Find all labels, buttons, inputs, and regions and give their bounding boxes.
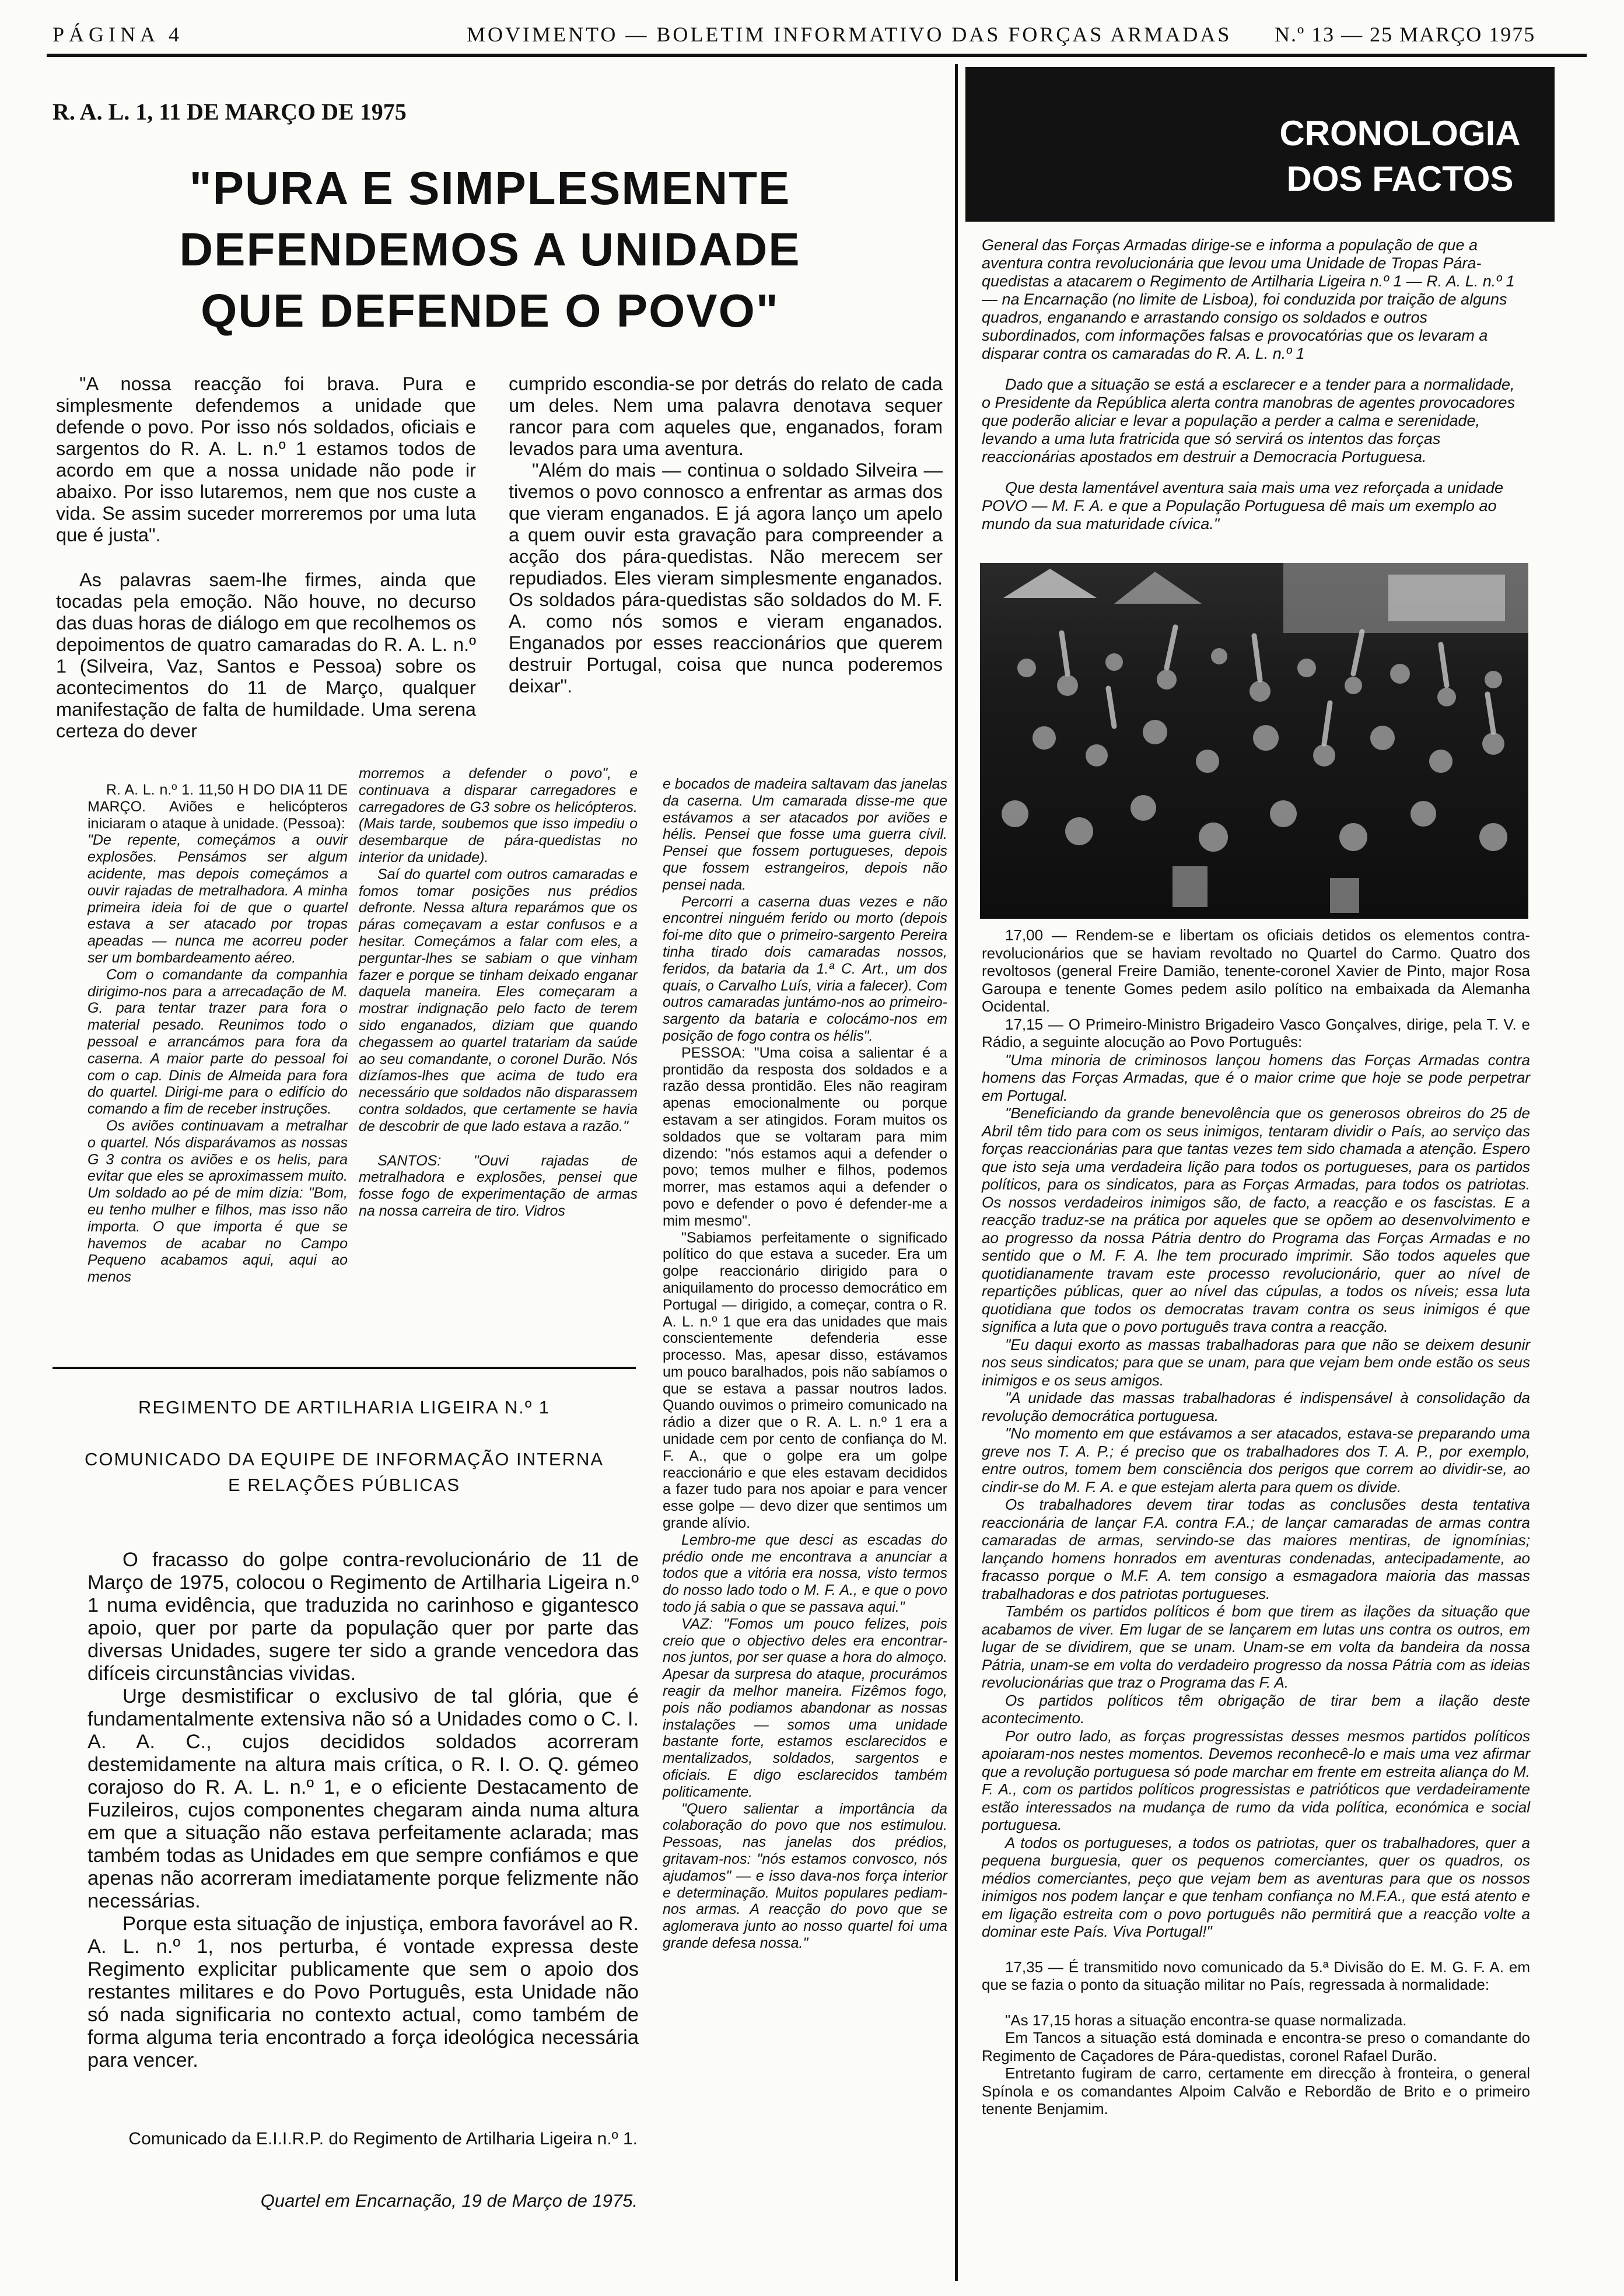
paragraph: "De repente, começámos a ouvir explosões. Pensámos ser algum acidente, mas depois começámos a ouvir rajadas de metralhadora. A minha primeira ideia foi de que o quartel estava a ser atacado por tropas apeadas — nunca me acorreu poder ser um bombardeamento aéreo. (88, 832, 348, 966)
paragraph: SANTOS: "Ouvi rajadas de metralhadora e explosões, pensei que fosse fogo de experimentação de armas na nossa carreira de tiro. Vidros (359, 1152, 638, 1219)
dateline: R. A. L. 1, 11 DE MARÇO DE 1975 (52, 99, 407, 125)
paragraph: Os partidos políticos têm obrigação de tirar bem a ilação deste acontecimento. (982, 1691, 1530, 1727)
paragraph: As palavras saem-lhe firmes, ainda que tocadas pela emoção. Não houve, no decurso das duas horas de diálogo em que recolhemos os depoimentos de quatro camaradas do R. A. L. n.º 1 (Silveira, Vaz, Santos e Pessoa) sobre os acontecimentos do 11 de Março, qualquer manifestação de falta de humildade. Uma serena certeza do dever (56, 569, 476, 741)
title-line: CRONOLOGIA (1279, 114, 1521, 153)
paragraph: "A nossa reacção foi brava. Pura e simplesmente defendemos a unidade que defende o povo. Por isso nós soldados, oficiais e sargentos do R. A. L. n.º 1 estamos todos de acordo em que a nossa unidade não pode ir abaixo. Por isso lutaremos, nem que nos custe a vida. Se assim suceder morreremos por uma luta que é justa". (56, 373, 476, 545)
paragraph: "No momento em que estávamos a ser atacados, estava-se preparando uma greve nos T. A. P.; é preciso que os trabalhadores dos T. A. P., por exemplo, entre outros, tomem bem consciência dos perigos que correm ao dividir-se, ao cindir-se do M. F. A. e que estejam alerta para quem os divide. (982, 1424, 1530, 1496)
paragraph: Dado que a situação se está a esclarecer e a tender para a normalidade, o Presidente da República alerta contra manobras de agentes provocadores que poderão aliciar e levar a população a perder a calma e serenidade, levando a uma luta fratricida que só servirá os intentos das forças reaccionárias apostados em destruir a Democracia Portuguesa. (982, 376, 1516, 466)
communique-title: REGIMENTO DE ARTILHARIA LIGEIRA N.º 1 (138, 1397, 551, 1418)
masthead-rule (47, 54, 1587, 57)
paragraph: Em Tancos a situação está dominada e encontra-se preso o comandante do Regimento de Caçadores de Pára-quedistas, coronel Rafael Durão. (982, 2029, 1530, 2064)
paragraph: Também os partidos políticos é bom que tirem as ilações da situação que acabamos de viver. Em lugar de se lançarem em lutas uns contra os outros, em lugar de se dividirem, que se unam. Unam-se em volta da bandeira da nossa Pátria, unam-se em volta do verdadeiro progresso da nossa Pátria com as ideias revolucionárias que traz o Programa das F. A. (982, 1602, 1530, 1691)
communique-subtitle (52, 1447, 636, 1498)
paragraph: 17,35 — É transmitido novo comunicado da 5.ª Divisão do E. M. G. F. A. em que se fazia o ponto da situação militar no País, regressada à normalidade: (982, 1958, 1530, 1993)
paragraph: Saí do quartel com outros camaradas e fomos tomar posições nus prédios defronte. Nessa altura reparámos que os páras começavam a estar confusos e a hesitar. Começámos a falar com eles, a perguntar-lhes se sabiam o que vinham fazer e porque se tinham deixado enganar daquela maneira. Eles começaram a mostrar indignação pelo facto de terem sido enganados, diziam que quando chegassem ao quartel tratariam da saúde ao seu comandante, o coronel Durão. Nós dizíamos-lhes que acima de tudo era necessário que soldados não disparassem contra soldados, que certamente se havia de descobrir de que lado estava a razão." (359, 866, 638, 1135)
communique-signature: Comunicado da E.I.I.R.P. do Regimento de Artilharia Ligeira n.º 1. (128, 2129, 638, 2148)
paragraph: Urge desmistificar o exclusivo de tal glória, que é fundamentalmente extensiva não só a Unidades como o C. I. A. A. C., cujos decididos soldados acorreram destemidamente na altura mais crítica, o R. I. O. Q. gémeo corajoso do R. A. L. n.º 1, e o eficiente Destacamento de Fuzileiros, cujos componentes chegaram ainda numa altura em que a situação não estava perfeitamente aclarada; mas também todas as Unidades em que sempre confiámos e que apenas não acorreram imediatamente porque felizmente não necessárias. (88, 1685, 639, 1912)
headline-line: DEFENDEMOS A UNIDADE (179, 223, 801, 275)
chronology-intro (982, 236, 1527, 546)
subtitle-line: COMUNICADO DA EQUIPE DE INFORMAÇÃO INTERNA (84, 1449, 604, 1469)
paragraph: O fracasso do golpe contra-revolucionário de 11 de Março de 1975, colocou o Regimento de Artilharia Ligeira n.º 1 numa evidência, que traduzida no carinhoso e gigantesco apoio, quer por parte da população quer por parte das diversas Unidades, sugere ter sido a grande vencedora das difíceis circunstâncias vividas. (88, 1549, 639, 1685)
paragraph: PESSOA: "Uma coisa a salientar é a prontidão da resposta dos soldados e a razão dessa prontidão. Eles não reagiram apenas emocionalmente ou porque estavam a ser atingidos. Foram muitos os soldados que se voltaram para mim dizendo: "nós estamos aqui a defender o povo; temos mulher e filhos, podemos morrer, mas estamos aqui a defender o povo e defender o povo é defender-me a mim mesmo". (663, 1044, 947, 1229)
chronology-title (1272, 111, 1528, 202)
paragraph: R. A. L. n.º 1. 11,50 H DO DIA 11 DE MARÇO. Aviões e helicópteros iniciaram o ataque à unidade. (Pessoa): (88, 782, 348, 832)
testimony-column-1 (88, 782, 348, 1286)
paragraph: Percorri a caserna duas vezes e não encontrei ninguém ferido ou morto (depois foi-me dito que o primeiro-sargento Pereira tinha tirado dois camaradas nossos, feridos, da bataria da 1.ª C. Art., um dos quais, o Carvalho Luís, viria a falecer). Com outros camaradas juntámo-nos ao primeiro-sargento da bataria e colocámo-nos em posição de fogo contra os hélis". (663, 893, 947, 1044)
page-number: PÁGINA 4 (52, 23, 184, 46)
paragraph: Que desta lamentável aventura saia mais uma vez reforçada a unidade POVO — M. F. A. e que a População Portuguesa dê mais um exemplo ao mundo da sua maturidade cívica." (982, 479, 1503, 533)
headline (52, 158, 928, 341)
intro-column-right (509, 373, 943, 697)
communique-body (88, 1549, 639, 2072)
paragraph: Lembro-me que desci as escadas do prédio onde me encontrava a anunciar a todos que a vitória era nossa, visto termos do nosso lado todo o M. F. A., e que o povo todo já sabia o que se passava aqui." (663, 1531, 947, 1616)
paragraph: Com o comandante da companhia dirigimo-nos para a arrecadação de M. G. para tentar trazer para fora o material pesado. Reunimos todo o pessoal e arrancámos para fora da caserna. A maior parte do pessoal foi com o cap. Dinis de Almeida para fora do quartel. Dirigi-me para o edifício do comando a fim de receber instruções. (88, 966, 348, 1118)
paragraph: 17,00 — Rendem-se e libertam os oficiais detidos os elementos contra-revolucionários que se haviam revoltado no Quartel do Carmo. Quatro dos revoltosos (general Freire Damião, tenente-coronel Xavier de Pinto, major Rosa Garoupa e tenente Gomes pedem asilo político na embaixada da Alemanha Ocidental. (982, 926, 1530, 1015)
paragraph: "Eu daqui exorto as massas trabalhadoras para que não se deixem desunir nos seus sindicatos; para que se unam, para que vejam bem onde estão os seus inimigos e os seus amigos. (982, 1335, 1530, 1389)
crowd-photo (980, 563, 1528, 919)
publication-title: MOVIMENTO — BOLETIM INFORMATIVO DAS FORÇAS ARMADAS (467, 23, 1232, 46)
testimony-column-2 (359, 765, 638, 1220)
intro-column-left (56, 373, 476, 742)
paragraph: Os aviões continuavam a metralhar o quartel. Nós disparávamos as nossas G 3 contra os aviões e os helis, para evitar que eles se aproximassem muito. Um soldado ao pé de mim dizia: "Bom, eu tenho mulher e filhos, mas isso não importa. O que importa é que se havemos de acabar no Campo Pequeno acabamos aqui, aqui ao menos (88, 1117, 348, 1286)
paragraph: Os trabalhadores devem tirar todas as conclusões desta tentativa reaccionária de lançar F.A. contra F.A.; de lançar camaradas de armas contra camaradas de armas, servindo-se das maiores mentiras, de ignomínias; lançando homens honrados em aventuras condenadas, antecipadamente, ao fracasso porque o M.F. A. tem consigo a esmagadora maioria das massas trabalhadoras e dos patriotas portugueses. (982, 1496, 1530, 1602)
column-divider (955, 64, 958, 2281)
paragraph: "Uma minoria de criminosos lançou homens das Forças Armadas contra homens das Forças Armadas, que é o maior crime que hoje se pode perpetrar em Portugal. (982, 1051, 1530, 1104)
testimony-column-3 (663, 776, 947, 1952)
paragraph: "A unidade das massas trabalhadoras é indispensável à consolidação da revolução democrática portuguesa. (982, 1389, 1530, 1424)
title-line: DOS FACTOS (1286, 159, 1514, 198)
communique-place-date: Quartel em Encarnação, 19 de Março de 1975. (260, 2190, 638, 2211)
paragraph: Por outro lado, as forças progressistas desses mesmos partidos políticos apoiaram-nos nestes momentos. Devemos reconhecê-lo e mais uma vez afirmar que a revolução portuguesa só pode marchar em frente em estreita aliança do M. F. A., com os partidos políticos progressistas e patrióticos que verdadeiramente estão interessados na mudança de rumo da vida política, económica e social portuguesa. (982, 1727, 1530, 1833)
paragraph: cumprido escondia-se por detrás do relato de cada um deles. Nem uma palavra denotava sequer rancor para com aqueles que, enganados, foram levados para uma aventura. (509, 373, 943, 459)
paragraph: morremos a defender o povo", e continuava a disparar carregadores e carregadores de G3 sobre os helicópteros. (Mais tarde, soubemos que isso impediu o desembarque de pára-quedistas no interior da unidade). (359, 765, 638, 866)
paragraph: e bocados de madeira saltavam das janelas da caserna. Um camarada disse-me que estávamos a ser atacados por aviões e hélis. Pensei que fosse uma guerra civil. Pensei que fossem portugueses, depois que fossem estrangeiros, depois não pensei nada. (663, 776, 947, 893)
headline-line: QUE DEFENDE O POVO" (201, 285, 779, 337)
paragraph: "As 17,15 horas a situação encontra-se quase normalizada. (1005, 2011, 1407, 2029)
paragraph: "Beneficiando da grande benevolência que os generosos obreiros do 25 de Abril têm tido para com os seus inimigos, tentaram dividir o País, ao serviço das forças reaccionárias para que tantas vezes tem sido chamada a atenção. Espero que isto seja uma verdadeira lição para todos os portugueses, para os partidos políticos, para os sindicatos, para as Forças Armadas, para todos os patriotas. Os nossos verdadeiros inimigos são, de facto, a reacção e os fascistas. E a reacção traduz-se na prática por aqueles que se opõem ao desenvolvimento e ao progresso da nossa Pátria dentro do Programa das Forças Armadas e no sentido que o M. F. A. lhe tem procurado imprimir. São todos aqueles que quotidianamente travam este processo revolucionário, quer ao nível de repartições públicas, quer ao nível das cúpulas, a todos os níveis; essa luta quotidiana que todos os democratas travam contra os seus inimigos é que significa a luta que o povo português trava contra a reacção. (982, 1104, 1530, 1335)
headline-line: "PURA E SIMPLESMENTE (189, 162, 791, 214)
issue-date: N.º 13 — 25 MARÇO 1975 (1275, 23, 1536, 46)
paragraph: VAZ: "Fomos um pouco felizes, pois creio que o objectivo deles era encontrar-nos juntos, por ser quase a hora do almoço. Apesar da surpresa do ataque, procurámos reagir da melhor maneira. Fizêmos fogo, pois não podiamos abandonar as nossas instalações — somos uma unidade bastante forte, estamos esclarecidos e mentalizados, soldados, sargentos e oficiais. E digo esclarecidos também politicamente. (663, 1615, 947, 1800)
chronology-body (982, 926, 1530, 2118)
paragraph: General das Forças Armadas dirige-se e informa a população de que a aventura contra revolucionária que levou uma Unidade de Tropas Pára-quedistas a atacarem o Regimento de Artilharia Ligeira n.º 1 — R. A. L. n.º 1 — na Encarnação (no limite de Lisboa), foi conduzida por traição de alguns quadros, enganando e arrastando consigo os soldados e outros subordinados, com informações falsas e provocatórias que os levaram a disparar contra os camaradas do R. A. L. n.º 1 (982, 236, 1515, 362)
paragraph: "Além do mais — continua o soldado Silveira — tivemos o povo connosco a enfrentar as armas dos que vieram enganados. E já agora lanço um apelo a quem ouvir esta gravação para compreender a acção dos pára-quedistas. Não merecem ser repudiados. Eles vieram simplesmente enganados. Os soldados pára-quedistas são soldados do M. F. A. como nós somos e vieram enganados. Enganados por esses reaccionários que querem destruir Portugal, coisa que nunca poderemos deixar". (509, 460, 943, 696)
paragraph: Entretanto fugiram de carro, certamente em direcção à fronteira, o general Spínola e os comandantes Alpoim Calvão e Rebordão de Brito e o primeiro tenente Benjamim. (982, 2064, 1530, 2118)
paragraph: A todos os portugueses, a todos os patriotas, quer os trabalhadores, quer a pequena burguesia, quer os pequenos comerciantes, quer os quadros, os médios comerciantes, peço que vejam bem as aventuras para que os nossos inimigos nos podem lançar e que tenham confiança no M.F.A., que está atento e em ligação estreita com o povo português não permitirá que a reacção volte a dominar este País. Viva Portugal!" (982, 1833, 1530, 1940)
paragraph: Porque esta situação de injustiça, embora favorável ao R. A. L. n.º 1, nos perturba, é vontade expressa deste Regimento explicitar publicamente que sem o apoio dos restantes militares e do Povo Português, esta Unidade não só nada significaria no contexto actual, como também de forma alguma teria encontrado a força ideológica necessária para vencer. (88, 1913, 639, 2071)
paragraph: 17,15 — O Primeiro-Ministro Brigadeiro Vasco Gonçalves, dirige, pela T. V. e Rádio, a seguinte alocução ao Povo Português: (982, 1015, 1530, 1051)
paragraph: "Sabiamos perfeitamente o significado político do que estava a suceder. Era um golpe reaccionário dirigido para o aniquilamento do processo democrático em Portugal — dirigido, a começar, contra o R. A. L. n.º 1 que era das unidades que mais conscientemente defenderia esse processo. Mas, apesar disso, estávamos um pouco baralhados, pois não sabíamos o que se estava a passar noutros lados. Quando ouvimos o primeiro comunicado na rádio a dizer que o R. A. L. n.º 1 era a unidade cem por cento de confiança do M. F. A., que o golpe era um golpe reaccionário e que eles estavam decididos a fazer tudo para nos apoiar e para vencer esse golpe — devo dizer que sentimos um grande alívio. (663, 1229, 947, 1532)
section-rule (52, 1367, 636, 1369)
subtitle-line: E RELAÇÕES PÚBLICAS (228, 1475, 461, 1495)
paragraph: "Quero salientar a importância da colaboração do povo que nos estimulou. Pessoas, nas janelas dos prédios, gritavam-nos: "nós estamos convosco, nós ajudamos" — e isso dava-nos força interior e determinação. Muitos populares pediam-nos armas. A reacção do povo que se aglomerava junto ao nosso quartel foi uma grande defesa nossa." (663, 1800, 947, 1951)
